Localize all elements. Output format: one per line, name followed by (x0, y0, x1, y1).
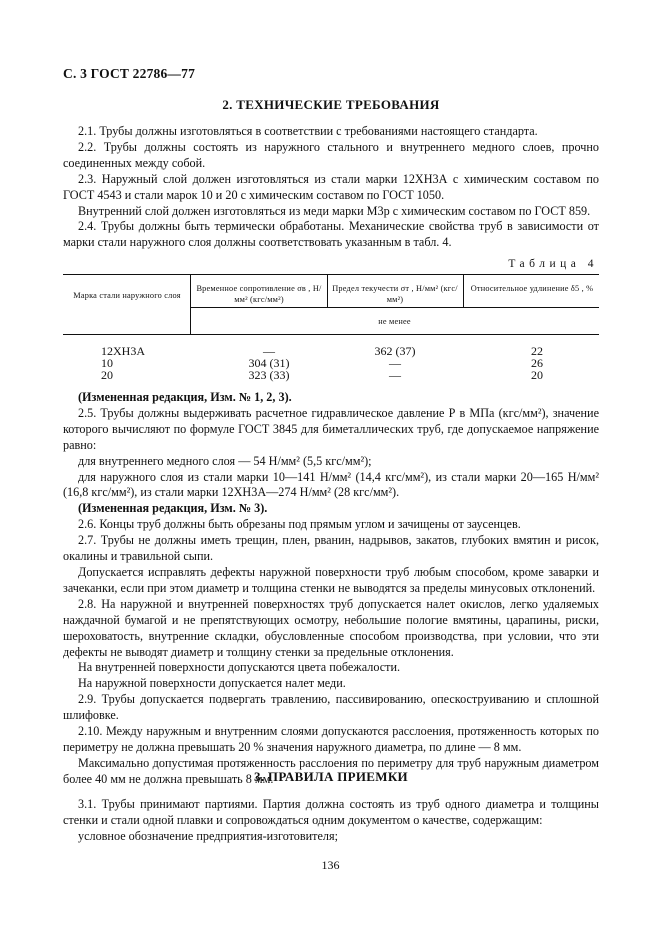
paragraph-inner-layer: Внутренний слой должен изготовляться из меди марки М3р с химическим составом по ГОСТ 859. (78, 203, 591, 218)
paragraph-copper-stress: для внутреннего медного слоя — 54 Н/мм² (5,5 кгс/мм²); (78, 453, 372, 468)
paragraph-2-7: 2.7. Трубы не должны иметь трещин, плен, рванин, надрывов, закатов, глубоких вмятин и рисок, окалины и травильной сыпи. (63, 533, 599, 564)
table-column-divider (463, 274, 464, 307)
table-header-elongation: Относительное удлинение δ5 , % (470, 284, 594, 293)
paragraph-3-1: 3.1. Трубы принимают партиями. Партия должна состоять из труб одного диаметра и толщины стенки и стали одной плавки и сопровождаться одним документом о качестве, содержащим: (63, 797, 599, 827)
page-header: С. 3 ГОСТ 22786—77 (63, 66, 196, 81)
paragraph-copper-film: На наружной поверхности допускается налет меди. (78, 676, 346, 691)
amendment-note: (Измененная редакция, Изм. № 3). (78, 501, 268, 516)
table-subheader-min: не менее (378, 317, 411, 326)
section-2-title: 2. ТЕХНИЧЕСКИЕ ТРЕБОВАНИЯ (222, 97, 440, 112)
table-column-divider (327, 274, 328, 307)
section-3-title: 3. ПРАВИЛА ПРИЕМКИ (254, 769, 408, 784)
table-cell: 362 (37) (374, 344, 416, 358)
section-2-text-after-table (63, 390, 599, 788)
table-cell: 12ХН3А (101, 344, 145, 358)
paragraph-steel-stress: для наружного слоя из стали марки 10—141 Н/мм² (14,4 кгс/мм²), из стали марки 20—165 Н/мм² (16,8 кгс/мм²), из стали марки 12ХН3А—274 Н/мм² (28 кгс/мм²). (63, 469, 599, 500)
section-2-text-before-table (63, 124, 599, 251)
table-header-grade: Марка стали наружного слоя (73, 291, 181, 300)
table-top-rule (63, 274, 599, 275)
paragraph-2-10: 2.10. Между наружным и внутренним слоями допускаются расслоения, протяженность которых по периметру не должна превышать 20 % значения наружного диаметра, по длине — 8 мм. (63, 724, 599, 754)
table-subheader-rule (190, 307, 599, 308)
paragraph-manufacturer-designation: условное обозначение предприятия-изготовителя; (78, 828, 338, 843)
table-header-tensile: Временное сопротивление σв , Н/мм² (кгс/мм²) (196, 284, 322, 304)
paragraph-2-3: 2.3. Наружный слой должен изготовляться из стали марки 12ХН3А с химическим составом по ГОСТ 4543 и стали марок 10 и 20 с химическим составом по ГОСТ 1050. (63, 171, 599, 202)
paragraph-2-5: 2.5. Трубы должны выдерживать расчетное гидравлическое давление Р в МПа (кгс/мм²), значение которого вычисляют по формуле ГОСТ 3845 для биметаллических труб, где допускаемое напряжение равно: (63, 405, 599, 452)
paragraph-2-2: 2.2. Трубы должны состоять из наружного стального и внутреннего медного слоев, прочно соединенных между собой. (63, 139, 599, 170)
paragraph-2-9: 2.9. Трубы допускается подвергать травлению, пассивированию, опескоструиванию и сплошной шлифовке. (63, 692, 599, 723)
paragraph-2-8: 2.8. На наружной и внутренней поверхностях труб допускается налет окислов, легко удаляемых наждачной бумагой и не препятствующих осмотру, небольшие пологие вмятины, царапины, риски, шероховатость, внутренние складки, обусловленные способом производства, при условии, что эти дефекты не выводят диаметр и толщину стенки за предельные отклонения. (63, 596, 599, 659)
page-number: 136 (321, 858, 340, 872)
paragraph-max-delamination: Максимально допустимая протяженность расслоения по периметру для труб наружным диаметром более 40 мм не должна превышать 8 мм. (63, 755, 599, 786)
table-header-yield: Предел текучести σт , Н/мм² (кгс/мм²) (332, 284, 458, 304)
table-cell: 323 (33) (248, 368, 290, 382)
paragraph-2-6: 2.6. Концы труб должны быть обрезаны под прямым углом и зачищены от заусенцев. (78, 517, 521, 532)
table-cell: 20 (101, 368, 113, 382)
table-cell: 22 (531, 344, 543, 358)
paragraph-2-4: 2.4. Трубы должны быть термически обработаны. Механические свойства труб в зависимости от марки стали наружного слоя должны соответствовать указанным в табл. 4. (63, 219, 599, 250)
table-cell: 304 (31) (248, 356, 290, 370)
table-cell: — (263, 344, 275, 358)
table-cell: 10 (101, 356, 113, 370)
amendment-note: (Измененная редакция, Изм. № 1, 2, 3). (78, 390, 292, 404)
table-cell: — (389, 356, 401, 370)
table-label: Таблица 4 (508, 258, 598, 270)
table-cell: — (389, 368, 401, 382)
paragraph-tarnish: На внутренней поверхности допускаются цвета побежалости. (78, 660, 401, 675)
paragraph-2-1: 2.1. Трубы должны изготовляться в соответствии с требованиями настоящего стандарта. (78, 124, 538, 138)
section-3-text (63, 797, 599, 845)
table-header-rule (63, 334, 599, 335)
table-cell: 20 (531, 368, 543, 382)
paragraph-defect-repair: Допускается исправлять дефекты наружной поверхности труб любым способом, кроме заварки и зачеканки, если при этом диаметр и толщина стенки не выводятся за пределы минусовых отклонений. (63, 564, 599, 595)
table-cell: 26 (531, 356, 543, 370)
